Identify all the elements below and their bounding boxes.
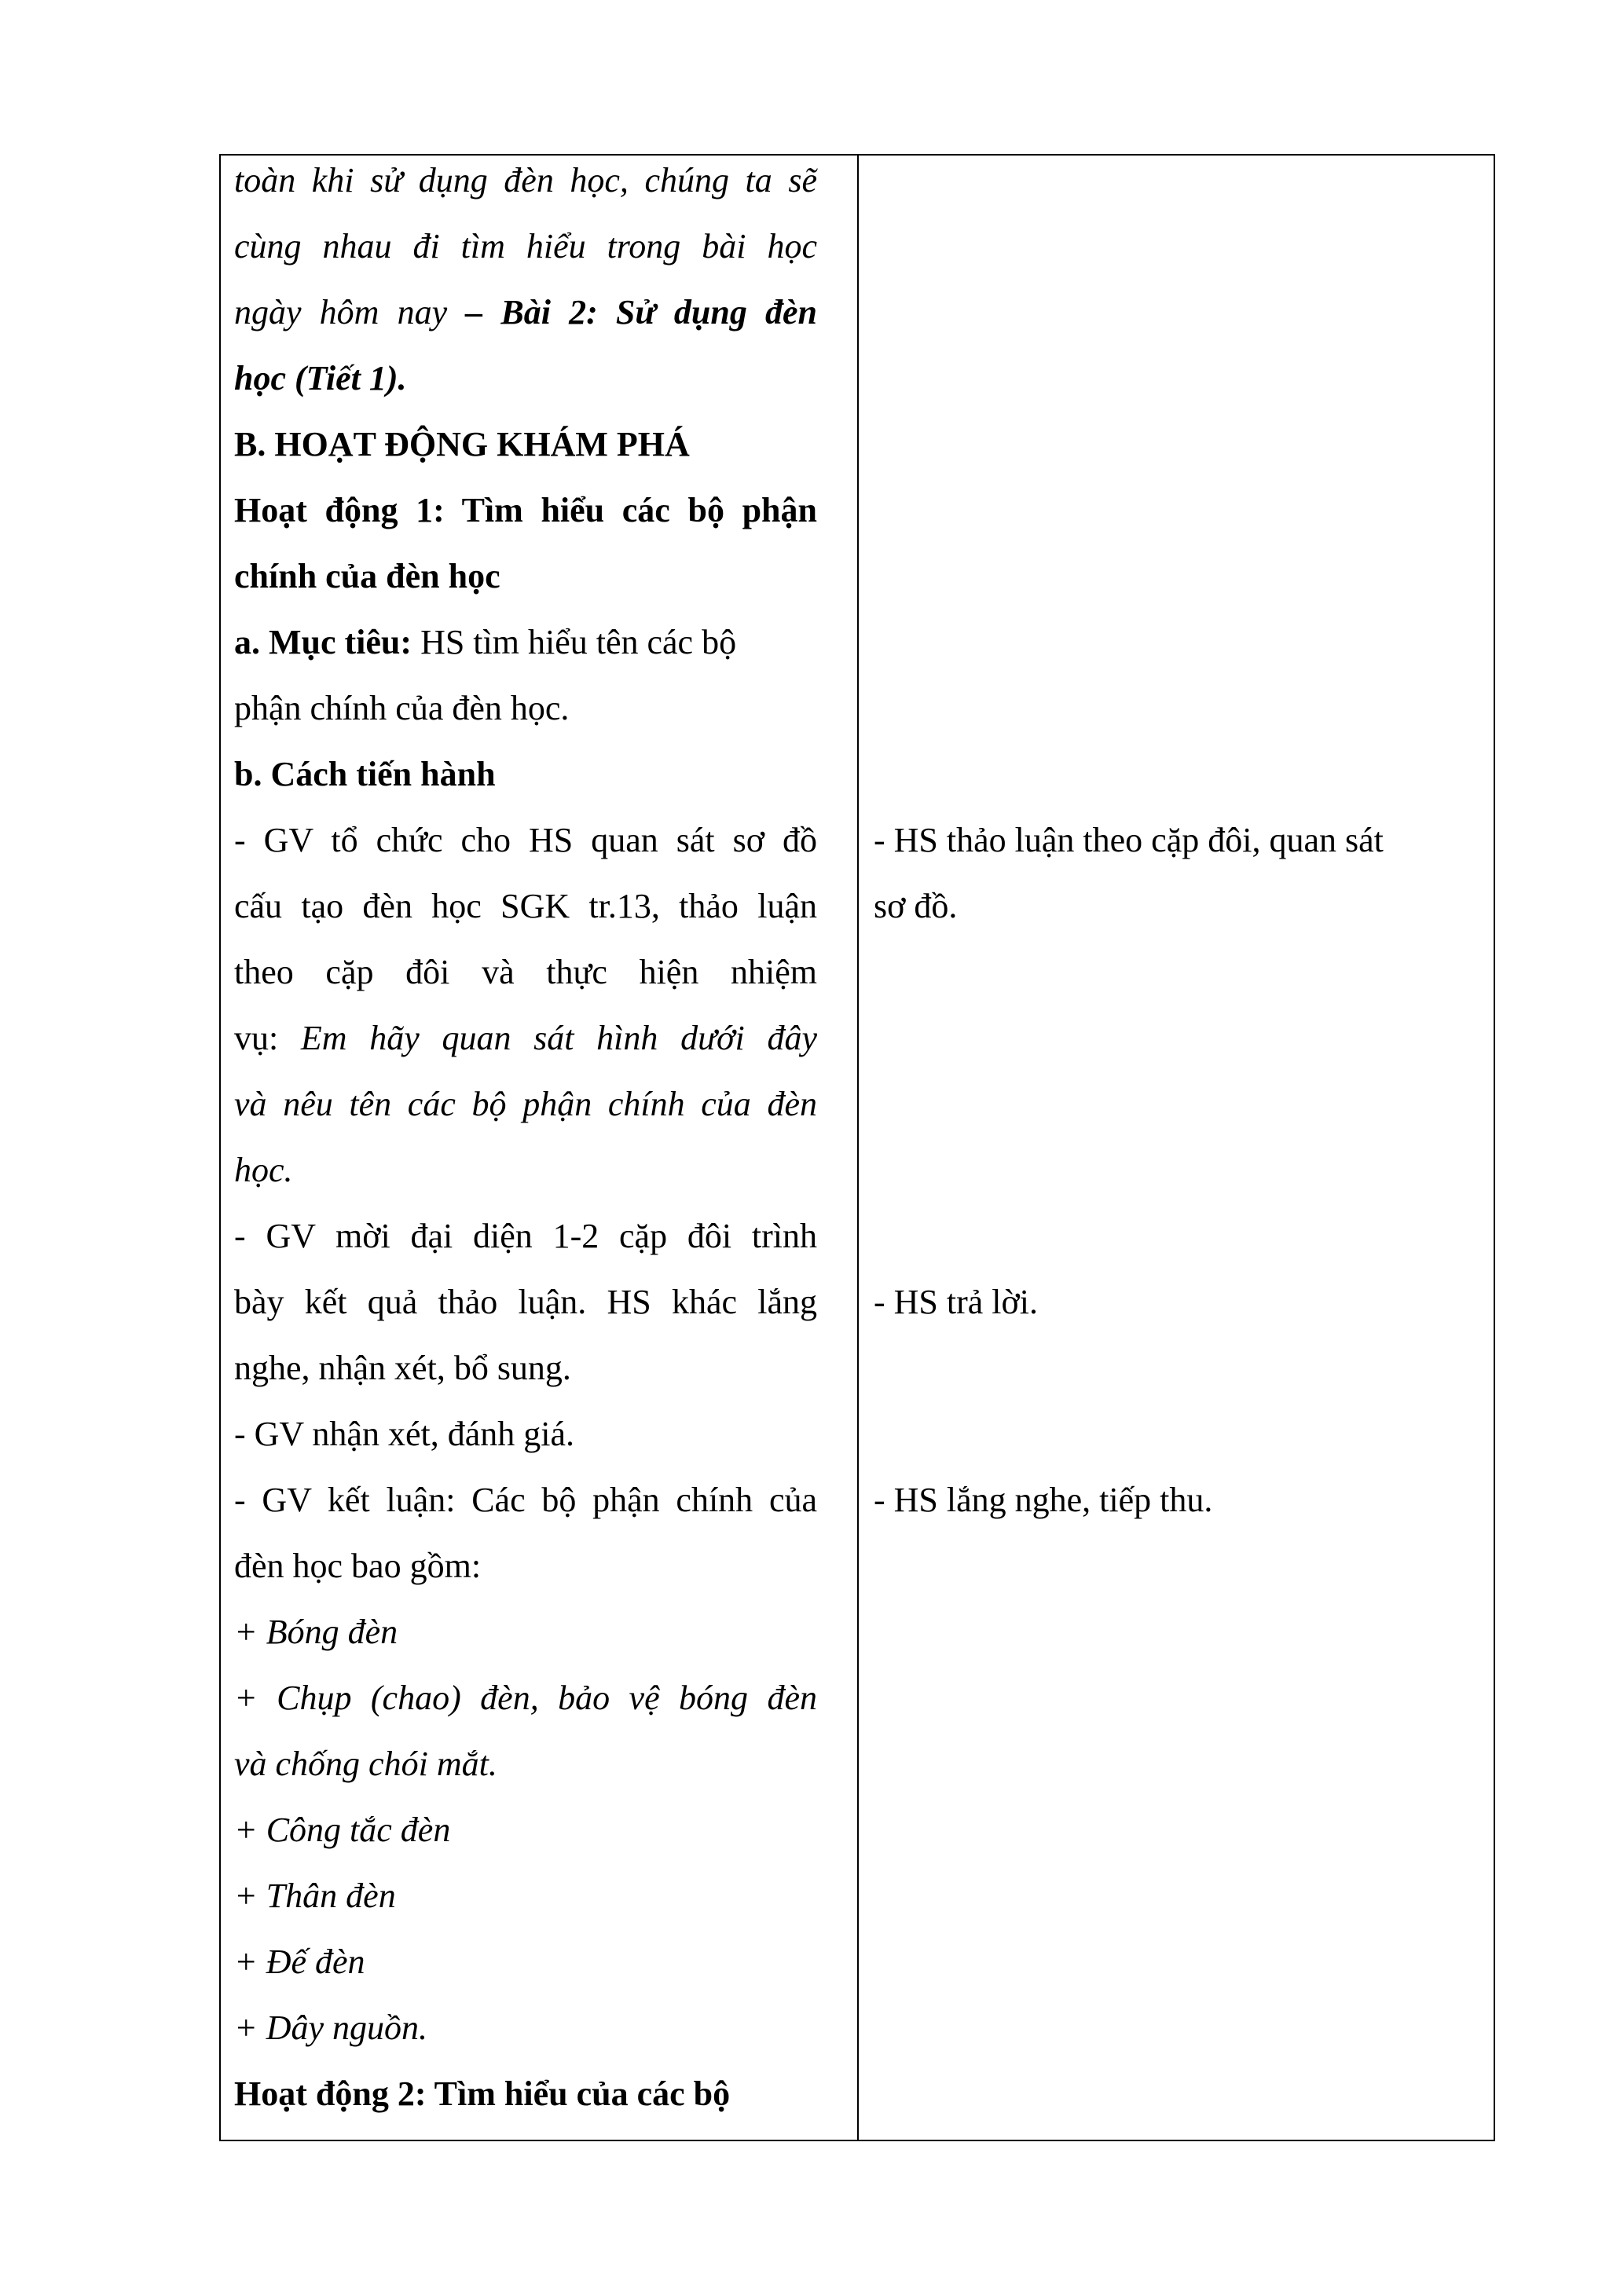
list-item: + Công tắc đèn (234, 1811, 451, 1849)
text-span: ngày hôm nay (234, 293, 448, 331)
text-line: và nêu tên các bộ phận chính của đèn (234, 1085, 817, 1123)
procedure-heading: b. Cách tiến hành (234, 755, 496, 793)
text-line (234, 292, 817, 333)
text-line: học. (234, 1151, 293, 1189)
activity-heading: chính của đèn học (234, 557, 500, 595)
student-activities-column (859, 156, 1494, 2140)
activity-heading: Hoạt động 1: Tìm hiểu các bộ phận (234, 491, 817, 529)
text-line: phận chính của đèn học. (234, 689, 570, 727)
text-line: theo cặp đôi và thực hiện nhiệm (234, 953, 817, 991)
lesson-title-span: – Bài 2: Sử dụng đèn (447, 293, 817, 331)
section-heading: B. HOẠT ĐỘNG KHÁM PHÁ (234, 425, 690, 463)
text-line: - HS thảo luận theo cặp đôi, quan sát (874, 821, 1384, 859)
teacher-activities-column (221, 156, 859, 2140)
text-span: HS tìm hiểu tên các bộ (412, 623, 737, 661)
task-span: Em hãy quan sát hình dưới đây (300, 1019, 817, 1057)
text-line: cấu tạo đèn học SGK tr.13, thảo luận (234, 887, 817, 925)
list-item: và chống chói mắt. (234, 1745, 497, 1783)
list-item: + Dây nguồn. (234, 2009, 427, 2047)
text-line: - HS lắng nghe, tiếp thu. (874, 1481, 1213, 1519)
activity-heading: Hoạt động 2: Tìm hiểu của các bộ (234, 2074, 731, 2113)
text-line: đèn học bao gồm: (234, 1547, 482, 1585)
text-span: vụ: (234, 1019, 301, 1057)
text-line: - GV nhận xét, đánh giá. (234, 1415, 574, 1453)
text-line: bày kết quả thảo luận. HS khác lắng (234, 1283, 817, 1321)
text-line: toàn khi sử dụng đèn học, chúng ta sẽ (234, 161, 817, 200)
text-line (234, 1018, 817, 1059)
list-item: + Bóng đèn (234, 1613, 398, 1651)
lesson-title-line: học (Tiết 1). (234, 359, 407, 397)
text-line: - GV tổ chức cho HS quan sát sơ đồ (234, 821, 817, 859)
text-line: - GV mời đại diện 1-2 cặp đôi trình (234, 1217, 817, 1255)
text-line: cùng nhau đi tìm hiểu trong bài học (234, 227, 817, 265)
text-line: - GV kết luận: Các bộ phận chính của (234, 1481, 817, 1519)
text-line: sơ đồ. (874, 887, 958, 925)
lesson-table (219, 154, 1495, 2141)
list-item: + Chụp (chao) đèn, bảo vệ bóng đèn (234, 1679, 817, 1717)
list-item: + Thân đèn (234, 1877, 396, 1915)
list-item: + Đế đèn (234, 1943, 365, 1981)
text-line: nghe, nhận xét, bổ sung. (234, 1349, 571, 1387)
objective-label: a. Mục tiêu: (234, 623, 412, 661)
text-line: - HS trả lời. (874, 1283, 1039, 1321)
objective-line (234, 622, 817, 663)
